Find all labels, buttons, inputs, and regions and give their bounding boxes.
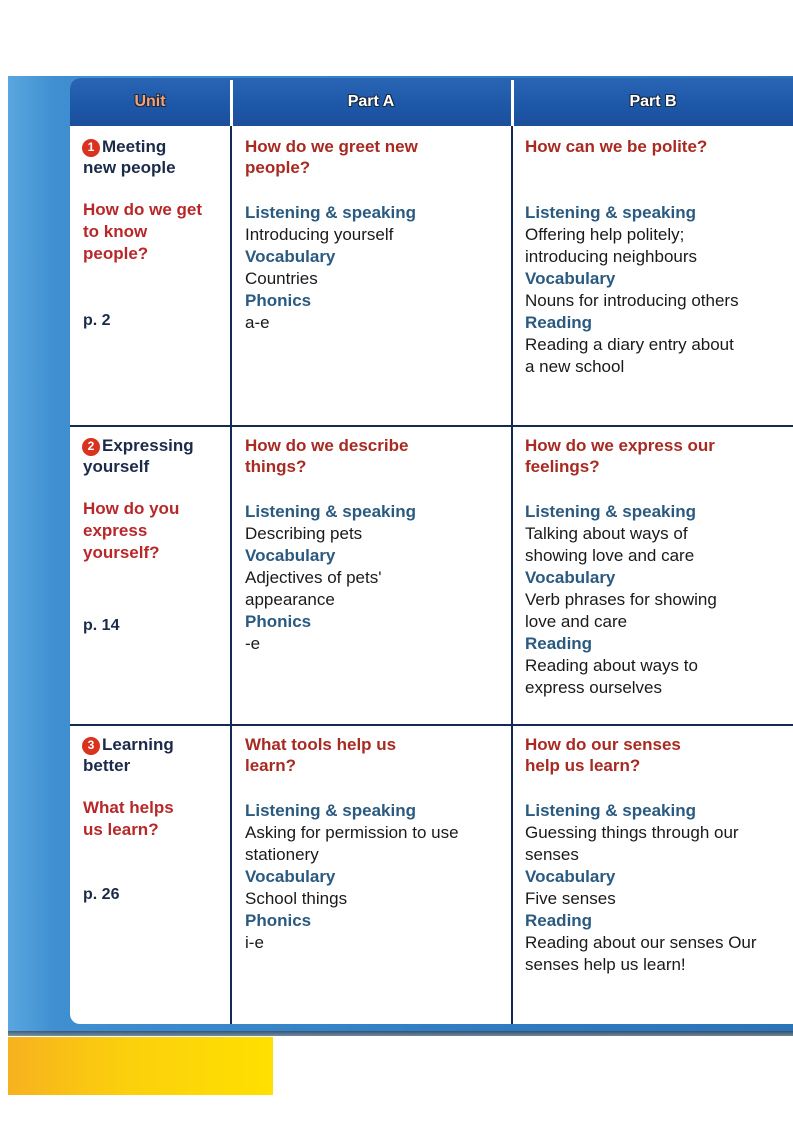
part-question: What tools help us learn? (245, 735, 397, 775)
section-heading: Phonics (245, 911, 312, 930)
part-a-cell (232, 128, 511, 425)
section-heading: Reading (525, 313, 593, 332)
unit-title (82, 734, 230, 776)
section-text: i-e (245, 933, 264, 952)
part-question: How do we describe things? (245, 436, 409, 476)
section-text: -e (245, 634, 261, 653)
part-question: How do our senses help us learn? (525, 735, 681, 775)
section-text: Reading a diary entry about a new school (525, 335, 734, 376)
section-text: Adjectives of pets' appearance (245, 568, 382, 609)
unit-page: p. 14 (83, 617, 120, 634)
part-sections (525, 501, 755, 699)
unit-title-line1: Meeting (102, 137, 167, 156)
unit-title (82, 435, 230, 477)
unit-title-line2: yourself (83, 457, 150, 476)
unit-cell (70, 128, 230, 425)
section-heading: Listening & speaking (245, 203, 416, 222)
unit-title-line2: new people (83, 158, 176, 177)
part-question: How can we be polite? (525, 137, 708, 156)
section-text: Reading about ways to express ourselves (525, 656, 698, 697)
part-a-cell (232, 726, 511, 1024)
unit-number-badge: 2 (82, 438, 100, 456)
section-heading: Vocabulary (245, 247, 336, 266)
section-heading: Listening & speaking (525, 801, 696, 820)
section-text: Five senses (525, 889, 616, 908)
section-text: Verb phrases for showing love and care (525, 590, 717, 631)
section-heading: Listening & speaking (525, 502, 696, 521)
unit-title (82, 136, 230, 178)
section-heading: Vocabulary (245, 867, 336, 886)
section-text: Guessing things through our senses (525, 823, 739, 864)
part-b-cell (513, 128, 793, 425)
contents-table (70, 78, 793, 1024)
part-sections (525, 202, 765, 378)
unit-question: What helps us learn? (83, 798, 174, 839)
part-a-cell (232, 427, 511, 724)
part-sections (245, 501, 511, 655)
section-text: School things (245, 889, 348, 908)
section-text: Countries (245, 269, 318, 288)
part-sections (245, 202, 511, 334)
panel-bottom-edge (8, 1031, 793, 1036)
part-question: How do we greet new people? (245, 137, 418, 177)
unit-title-line1: Learning (102, 735, 174, 754)
section-text: Introducing yourself (245, 225, 394, 244)
part-b-cell (513, 726, 793, 1024)
unit-page: p. 26 (83, 886, 120, 903)
unit-page: p. 2 (83, 312, 111, 329)
section-heading: Listening & speaking (245, 502, 416, 521)
unit-number-badge: 1 (82, 139, 100, 157)
section-heading: Phonics (245, 291, 312, 310)
section-text: Reading about our senses Our senses help us learn! (525, 933, 757, 974)
section-heading: Listening & speaking (525, 203, 696, 222)
header-part-b: Part B (629, 93, 677, 110)
section-heading: Reading (525, 911, 593, 930)
section-text: Talking about ways of showing love and care (525, 524, 695, 565)
section-heading: Vocabulary (525, 867, 616, 886)
section-heading: Reading (525, 634, 593, 653)
part-question: How do we express our feelings? (525, 436, 715, 476)
section-text: Describing pets (245, 524, 363, 543)
section-heading: Phonics (245, 612, 312, 631)
unit-cell (70, 427, 230, 724)
part-sections (525, 800, 793, 976)
yellow-decoration (8, 1037, 273, 1095)
unit-title-line1: Expressing (102, 436, 194, 455)
part-b-cell (513, 427, 793, 724)
section-heading: Vocabulary (525, 568, 616, 587)
unit-question: How do you express yourself? (83, 499, 180, 562)
unit-number-badge: 3 (82, 737, 100, 755)
part-sections (245, 800, 511, 954)
section-text: Asking for permission to use stationery (245, 823, 459, 864)
section-heading: Vocabulary (525, 269, 616, 288)
unit-title-line2: better (83, 756, 131, 775)
header-part-a: Part A (347, 93, 395, 110)
header-unit: Unit (134, 93, 166, 110)
section-text: a-e (245, 313, 270, 332)
unit-cell (70, 726, 230, 1024)
unit-question: How do we get to know people? (83, 200, 202, 263)
section-text: Nouns for introducing others (525, 291, 739, 310)
section-heading: Vocabulary (245, 546, 336, 565)
section-heading: Listening & speaking (245, 801, 416, 820)
table-header (70, 78, 793, 126)
section-text: Offering help politely; introducing neighbours (525, 225, 698, 266)
